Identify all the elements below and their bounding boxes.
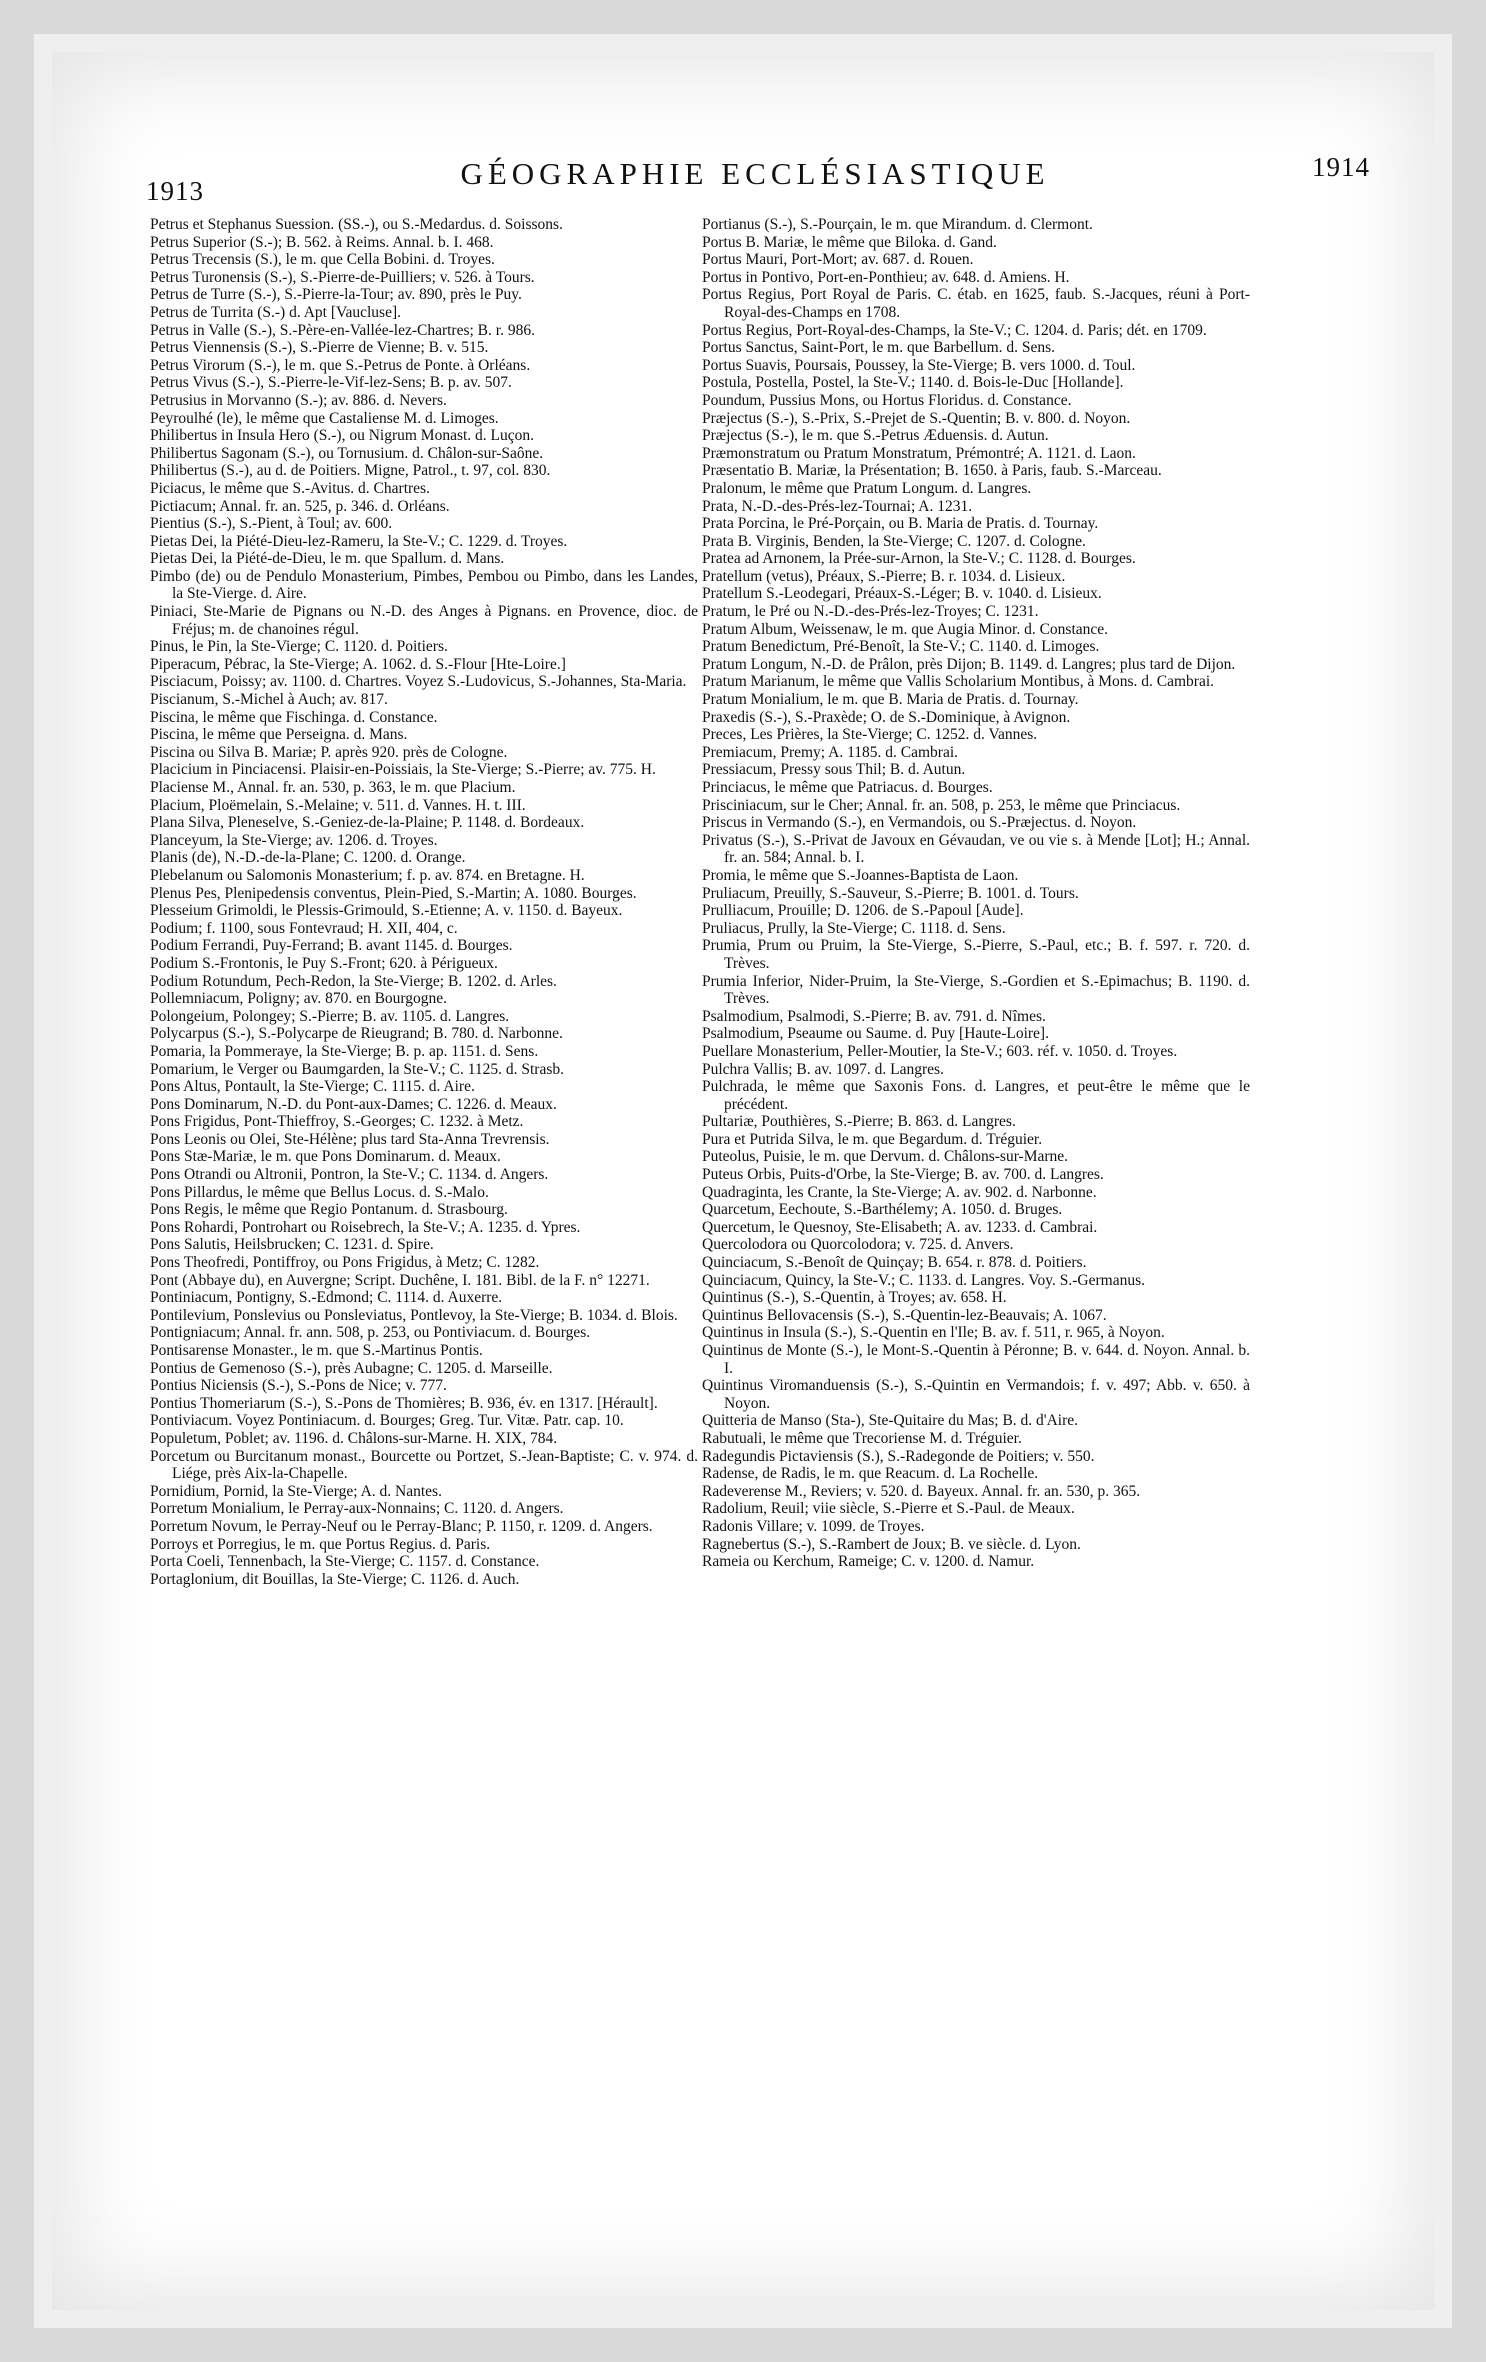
gazetteer-entry: Pratum Benedictum, Pré-Benoît, la Ste-V.; C. 1140. d. Limoges. — [702, 638, 1100, 656]
gazetteer-entry: Plana Silva, Pleneselve, S.-Geniez-de-la-Plaine; P. 1148. d. Bordeaux. — [150, 814, 585, 832]
running-title: GÉOGRAPHIE ECCLÉSIASTIQUE — [460, 156, 1050, 191]
gazetteer-entry: Petrus et Stephanus Suession. (SS.-), ou S.-Medardus. d. Soissons. — [150, 216, 563, 233]
gazetteer-entry: Pinus, le Pin, la Ste-Vierge; C. 1120. d. Poitiers. — [150, 638, 448, 656]
gazetteer-entry: Quintinus Bellovacensis (S.-), S.-Quentin-lez-Beauvais; A. 1067. — [702, 1306, 1107, 1324]
gazetteer-entry: Prata Porcina, le Pré-Porçain, ou B. Maria de Pratis. d. Tournay. — [702, 515, 1099, 533]
gazetteer-entry: Quintinus Viromanduensis (S.-), S.-Quintin en Vermandois; f. v. 497; Abb. v. 650. à Noyon. — [702, 1377, 1250, 1412]
gazetteer-entry: Philibertus Sagonam (S.-), ou Tornusium. d. Châlon-sur-Saône. — [150, 444, 544, 462]
gazetteer-entry: Prulliacum, Prouille; D. 1206. de S.-Papoul [Aude]. — [702, 902, 1024, 920]
gazetteer-entry: Postula, Postella, Postel, la Ste-V.; 1140. d. Bois-le-Duc [Hollande]. — [702, 374, 1124, 392]
gazetteer-entry: Pruliacus, Prully, la Ste-Vierge; C. 1118. d. Sens. — [702, 919, 1006, 937]
gazetteer-entry: Portus Regius, Port Royal de Paris. C. étab. en 1625, faub. S.-Jacques, réuni à Port-Royal-des-Champs en 1708. — [702, 286, 1250, 321]
gazetteer-entry: Portus in Pontivo, Port-en-Ponthieu; av. 648. d. Amiens. H. — [702, 268, 1070, 286]
gazetteer-entry: Puteolus, Puisie, le m. que Dervum. d. Châlons-sur-Marne. — [702, 1148, 1069, 1166]
gazetteer-entry: Rabutuali, le même que Trecoriense M. d. Tréguier. — [702, 1429, 1022, 1447]
gazetteer-entry: Pons Stæ-Mariæ, le m. que Pons Dominarum. d. Meaux. — [150, 1148, 501, 1166]
gazetteer-entry: Princiacus, le même que Patriacus. d. Bourges. — [702, 779, 993, 796]
gazetteer-entry: Pultariæ, Pouthières, S.-Pierre; B. 863. d. Langres. — [702, 1113, 1016, 1131]
gazetteer-entry: Pons Dominarum, N.-D. du Pont-aux-Dames; C. 1226. d. Meaux. — [150, 1095, 557, 1113]
gazetteer-entry: Portus Mauri, Port-Mort; av. 687. d. Rouen. — [702, 251, 974, 269]
gazetteer-entry: Porretum Novum, le Perray-Neuf ou le Perray-Blanc; P. 1150, r. 1209. d. Angers. — [150, 1517, 653, 1535]
gazetteer-entry: Planis (de), N.-D.-de-la-Plane; C. 1200. d. Orange. — [150, 849, 466, 867]
gazetteer-entry: Planceyum, la Ste-Vierge; av. 1206. d. Troyes. — [150, 831, 438, 849]
gazetteer-entry: Petrus Virorum (S.-), le m. que S.-Petrus de Ponte. à Orléans. — [150, 356, 531, 374]
gazetteer-entry: Pont (Abbaye du), en Auvergne; Script. Duchêne, I. 181. Bibl. de la F. n° 12271. — [150, 1271, 650, 1289]
gazetteer-entry: Pura et Putrida Silva, le m. que Begardum. d. Tréguier. — [702, 1130, 1043, 1148]
gazetteer-entry: Radense, de Radis, le m. que Reacum. d. La Rochelle. — [702, 1465, 1039, 1483]
gazetteer-entry: Piniaci, Ste-Marie de Pignans ou N.-D. des Anges à Pignans. en Provence, dioc. de Fréjus; m. de chanoines régul. — [150, 603, 698, 638]
gazetteer-entry: Portianus (S.-), S.-Pourçain, le m. que Mirandum. d. Clermont. — [702, 216, 1093, 233]
gazetteer-entry: Preces, Les Prières, la Ste-Vierge; C. 1252. d. Vannes. — [702, 726, 1038, 744]
gazetteer-entry: Petrus Trecensis (S.), le m. que Cella Bobini. d. Troyes. — [150, 251, 495, 269]
page-number-left: 1913 — [146, 176, 204, 206]
gazetteer-entry: Petrus in Valle (S.-), S.-Père-en-Vallée-lez-Chartres; B. r. 986. — [150, 321, 535, 339]
gazetteer-entry: Petrus Viennensis (S.-), S.-Pierre de Vienne; B. v. 515. — [150, 339, 489, 357]
left-column — [150, 216, 698, 1588]
gazetteer-entry: Quintinus (S.-), S.-Quentin, à Troyes; av. 658. H. — [702, 1289, 1007, 1307]
page-number-right: 1914 — [1312, 152, 1370, 182]
running-header — [140, 148, 1370, 208]
gazetteer-entry: Puteus Orbis, Puits-d'Orbe, la Ste-Vierge; B. av. 700. d. Langres. — [702, 1166, 1104, 1184]
gazetteer-entry: Præjectus (S.-), S.-Prix, S.-Prejet de S.-Quentin; B. v. 800. d. Noyon. — [702, 409, 1131, 427]
gazetteer-entry: Radolium, Reuil; viie siècle, S.-Pierre et S.-Paul. de Meaux. — [702, 1500, 1075, 1518]
gazetteer-entry: Pontiviacum. Voyez Pontiniacum. d. Bourges; Greg. Tur. Vitæ. Patr. cap. 10. — [150, 1412, 624, 1430]
gazetteer-entry: Pontilevium, Ponslevius ou Ponsleviatus, Pontlevoy, la Ste-Vierge; B. 1034. d. Blois. — [150, 1306, 678, 1324]
gazetteer-entry: Rameia ou Kerchum, Rameige; C. v. 1200. d. Namur. — [702, 1553, 1035, 1571]
gazetteer-entry: Quarcetum, Eechoute, S.-Barthélemy; A. 1050. d. Bruges. — [702, 1201, 1063, 1219]
gazetteer-entry: Petrus Turonensis (S.-), S.-Pierre-de-Puilliers; v. 526. à Tours. — [150, 268, 535, 286]
gazetteer-entry: Podium Ferrandi, Puy-Ferrand; B. avant 1145. d. Bourges. — [150, 937, 513, 955]
gazetteer-entry: Psalmodium, Pseaume ou Saume. d. Puy [Haute-Loire]. — [702, 1025, 1049, 1043]
gazetteer-entry: Quintinus in Insula (S.-), S.-Quentin en l'Ile; B. av. f. 511, r. 965, à Noyon. — [702, 1324, 1165, 1342]
gazetteer-entry: Piciacus, le même que S.-Avitus. d. Chartres. — [150, 479, 430, 497]
gazetteer-entry: Priscus in Vermando (S.-), en Vermandois, ou S.-Præjectus. d. Noyon. — [702, 814, 1137, 832]
gazetteer-entry: Petrus de Turre (S.-), S.-Pierre-la-Tour; av. 890, près le Puy. — [150, 286, 522, 304]
gazetteer-entry: Pratum Marianum, le même que Vallis Scholarium Montibus, à Mons. d. Cambrai. — [702, 673, 1215, 691]
gazetteer-entry: Piscina, le même que Fischinga. d. Constance. — [150, 708, 438, 726]
gazetteer-entry: Pimbo (de) ou de Pendulo Monasterium, Pimbes, Pembou ou Pimbo, dans les Landes, la Ste-Vierge. d. Aire. — [150, 567, 698, 603]
gazetteer-entry: Pontius Niciensis (S.-), S.-Pons de Nice; v. 777. — [150, 1377, 447, 1395]
gazetteer-entry: Privatus (S.-), S.-Privat de Javoux en Gévaudan, ve ou vie s. à Mende [Lot]; H.; Annal. fr. an. 584; Annal. b. I. — [702, 831, 1250, 867]
gazetteer-entry: Pornidium, Pornid, la Ste-Vierge; A. d. Nantes. — [150, 1482, 442, 1500]
gazetteer-entry: Quadraginta, les Crante, la Ste-Vierge; A. av. 902. d. Narbonne. — [702, 1183, 1097, 1201]
gazetteer-entry: Peyroulhé (le), le même que Castaliense M. d. Limoges. — [150, 409, 499, 427]
gazetteer-entry: Polycarpus (S.-), S.-Polycarpe de Rieugrand; B. 780. d. Narbonne. — [150, 1025, 563, 1043]
gazetteer-entry: Podium; f. 1100, sous Fontevraud; H. XII, 404, c. — [150, 919, 458, 937]
gazetteer-entry: Porta Coeli, Tennenbach, la Ste-Vierge; C. 1157. d. Constance. — [150, 1553, 540, 1571]
gazetteer-entry: Pons Regis, le même que Regio Pontanum. d. Strasbourg. — [150, 1201, 508, 1219]
gazetteer-entry: Prumia, Prum ou Pruim, la Ste-Vierge, S.-Pierre, S.-Paul, etc.; B. f. 597. r. 720. d. Trèves. — [702, 937, 1250, 972]
gazetteer-entry: Pontius Thomeriarum (S.-), S.-Pons de Thomières; B. 936, év. en 1317. [Hérault]. — [150, 1394, 658, 1412]
gazetteer-entry: Polongeium, Polongey; S.-Pierre; B. av. 1105. d. Langres. — [150, 1007, 510, 1025]
gazetteer-entry: Piscina, le même que Perseigna. d. Mans. — [150, 726, 408, 744]
gazetteer-entry: Quintinus de Monte (S.-), le Mont-S.-Quentin à Péronne; B. v. 644. d. Noyon. Annal. b. I. — [702, 1342, 1250, 1377]
gazetteer-entry: Pomaria, la Pommeraye, la Ste-Vierge; B. p. ap. 1151. d. Sens. — [150, 1042, 539, 1060]
gazetteer-entry: Pontisarense Monaster., le m. que S.-Martinus Pontis. — [150, 1342, 483, 1359]
gazetteer-entry: Plesseium Grimoldi, le Plessis-Grimould, S.-Etienne; A. v. 1150. d. Bayeux. — [150, 902, 623, 920]
gazetteer-entry: Petrus de Turrita (S.-) d. Apt [Vaucluse]. — [150, 303, 401, 321]
gazetteer-entry: Porcetum ou Burcitanum monast., Bourcette ou Portzet, S.-Jean-Baptiste; C. v. 974. d. Liége, près Aix-la-Chapelle. — [150, 1447, 698, 1483]
gazetteer-entry: Placium, Ploëmelain, S.-Melaine; v. 511. d. Vannes. H. t. III. — [150, 796, 526, 814]
gazetteer-entry: Plebelanum ou Salomonis Monasterium; f. p. av. 874. en Bretagne. H. — [150, 866, 585, 884]
gazetteer-entry: Pratellum S.-Leodegari, Préaux-S.-Léger; B. v. 1040. d. Lisieux. — [702, 585, 1102, 603]
gazetteer-entry: Podium Rotundum, Pech-Redon, la Ste-Vierge; B. 1202. d. Arles. — [150, 972, 557, 990]
gazetteer-entry: Pratellum (vetus), Préaux, S.-Pierre; B. r. 1034. d. Lisieux. — [702, 567, 1066, 585]
gazetteer-entry: Pontigniacum; Annal. fr. ann. 508, p. 253, ou Pontiviacum. d. Bourges. — [150, 1324, 591, 1342]
gazetteer-entry: Pons Frigidus, Pont-Thieffroy, S.-Georges; C. 1232. à Metz. — [150, 1113, 524, 1131]
gazetteer-entry: Promia, le même que S.-Joannes-Baptista de Laon. — [702, 866, 1019, 884]
gazetteer-entry: Quitteria de Manso (Sta-), Ste-Quitaire du Mas; B. d. d'Aire. — [702, 1412, 1079, 1430]
gazetteer-entry: Podium S.-Frontonis, le Puy S.-Front; 620. à Périgueux. — [150, 954, 498, 972]
gazetteer-entry: Quercolodora ou Quorcolodora; v. 725. d. Anvers. — [702, 1236, 1014, 1254]
right-column — [702, 216, 1250, 1571]
gazetteer-entry: Pons Otrandi ou Altronii, Pontron, la Ste-V.; C. 1134. d. Angers. — [150, 1166, 549, 1184]
gazetteer-entry: Pulchrada, le même que Saxonis Fons. d. Langres, et peut-être le même que le précédent. — [702, 1078, 1250, 1113]
gazetteer-entry: Pietas Dei, la Piété-de-Dieu, le m. que Spallum. d. Mans. — [150, 550, 505, 568]
gazetteer-entry: Placiense M., Annal. fr. an. 530, p. 363, le m. que Placium. — [150, 779, 516, 796]
gazetteer-entry: Pontius de Gemenoso (S.-), près Aubagne; C. 1205. d. Marseille. — [150, 1359, 553, 1377]
gazetteer-entry: Petrus Superior (S.-); B. 562. à Reims. Annal. b. I. 468. — [150, 233, 494, 251]
gazetteer-entry: Radegundis Pictaviensis (S.), S.-Radegonde de Poitiers; v. 550. — [702, 1447, 1095, 1465]
gazetteer-entry: Pomarium, le Verger ou Baumgarden, la Ste-V.; C. 1125. d. Strasb. — [150, 1060, 565, 1078]
gazetteer-entry: Præjectus (S.-), le m. que S.-Petrus Æduensis. d. Autun. — [702, 427, 1049, 445]
gazetteer-entry: Radeverense M., Reviers; v. 520. d. Bayeux. Annal. fr. an. 530, p. 365. — [702, 1482, 1141, 1500]
gazetteer-entry: Pons Pillardus, le même que Bellus Locus. d. S.-Malo. — [150, 1183, 489, 1201]
gazetteer-entry: Philibertus in Insula Hero (S.-), ou Nigrum Monast. d. Luçon. — [150, 427, 535, 445]
gazetteer-entry: Quinciacum, S.-Benoît de Quinçay; B. 654. r. 878. d. Poitiers. — [702, 1254, 1087, 1272]
gazetteer-entry: Pratum Album, Weissenaw, le m. que Augia Minor. d. Constance. — [702, 620, 1109, 638]
gazetteer-entry: Piscianum, S.-Michel à Auch; av. 817. — [150, 691, 388, 709]
gazetteer-entry: Pons Altus, Pontault, la Ste-Vierge; C. 1115. d. Aire. — [150, 1078, 475, 1096]
gazetteer-entry: Pratum Longum, N.-D. de Prâlon, près Dijon; B. 1149. d. Langres; plus tard de Dijon. — [702, 655, 1236, 673]
gazetteer-entry: Pons Rohardi, Pontrohart ou Roisebrech, la Ste-V.; A. 1235. d. Ypres. — [150, 1218, 581, 1236]
gazetteer-entry: Præmonstratum ou Pratum Monstratum, Prémontré; A. 1121. d. Laon. — [702, 444, 1136, 462]
gazetteer-entry: Porroys et Porregius, le m. que Portus Regius. d. Paris. — [150, 1535, 491, 1553]
gazetteer-entry: Piperacum, Pébrac, la Ste-Vierge; A. 1062. d. S.-Flour [Hte-Loire.] — [150, 655, 566, 673]
gazetteer-entry: Pollemniacum, Poligny; av. 870. en Bourgogne. — [150, 990, 448, 1008]
gazetteer-entry: Portus B. Mariæ, le même que Biloka. d. Gand. — [702, 233, 997, 251]
gazetteer-entry: Porretum Monialium, le Perray-aux-Nonnains; C. 1120. d. Angers. — [150, 1500, 564, 1518]
gazetteer-entry: Poundum, Pussius Mons, ou Hortus Floridus. d. Constance. — [702, 391, 1072, 409]
gazetteer-entry: Pictiacum; Annal. fr. an. 525, p. 346. d. Orléans. — [150, 497, 450, 515]
gazetteer-entry: Puellare Monasterium, Peller-Moutier, la Ste-V.; 603. réf. v. 1050. d. Troyes. — [702, 1042, 1178, 1060]
gazetteer-entry: Pontiniacum, Pontigny, S.-Edmond; C. 1114. d. Auxerre. — [150, 1289, 503, 1307]
gazetteer-entry: Pons Theofredi, Pontiffroy, ou Pons Frigidus, à Metz; C. 1282. — [150, 1254, 540, 1272]
gazetteer-entry: Plenus Pes, Plenipedensis conventus, Plein-Pied, S.-Martin; A. 1080. Bourges. — [150, 884, 637, 902]
gazetteer-entry: Portus Sanctus, Saint-Port, le m. que Barbellum. d. Sens. — [702, 339, 1056, 357]
gazetteer-entry: Pruliacum, Preuilly, S.-Sauveur, S.-Pierre; B. 1001. d. Tours. — [702, 884, 1079, 902]
gazetteer-entry: Præsentatio B. Mariæ, la Présentation; B. 1650. à Paris, faub. S.-Marceau. — [702, 462, 1162, 480]
gazetteer-entry: Petrusius in Morvanno (S.-); av. 886. d. Nevers. — [150, 391, 447, 409]
gazetteer-entry: Philibertus (S.-), au d. de Poitiers. Migne, Patrol., t. 97, col. 830. — [150, 462, 551, 480]
gazetteer-entry: Pratum, le Pré ou N.-D.-des-Prés-lez-Troyes; C. 1231. — [702, 603, 1039, 621]
gazetteer-entry: Populetum, Poblet; av. 1196. d. Châlons-sur-Marne. H. XIX, 784. — [150, 1429, 558, 1447]
gazetteer-entry: Portus Regius, Port-Royal-des-Champs, la Ste-V.; C. 1204. d. Paris; dét. en 1709. — [702, 321, 1207, 339]
gazetteer-entry: Ragnebertus (S.-), S.-Rambert de Joux; B. ve siècle. d. Lyon. — [702, 1535, 1081, 1553]
gazetteer-entry: Pietas Dei, la Piété-Dieu-lez-Rameru, la Ste-V.; C. 1229. d. Troyes. — [150, 532, 568, 550]
gazetteer-entry: Piscina ou Silva B. Mariæ; P. après 920. près de Cologne. — [150, 743, 508, 761]
gazetteer-entry: Pressiacum, Pressy sous Thil; B. d. Autun. — [702, 761, 966, 779]
gazetteer-entry: Prisciniacum, sur le Cher; Annal. fr. an. 508, p. 253, le même que Princiacus. — [702, 796, 1181, 814]
gazetteer-entry: Premiacum, Premy; A. 1185. d. Cambrai. — [702, 743, 958, 761]
gazetteer-entry: Portaglonium, dit Bouillas, la Ste-Vierge; C. 1126. d. Auch. — [150, 1570, 520, 1588]
gazetteer-entry: Pientius (S.-), S.-Pient, à Toul; av. 600. — [150, 515, 393, 533]
gazetteer-entry: Pralonum, le même que Pratum Longum. d. Langres. — [702, 479, 1032, 497]
gazetteer-entry: Psalmodium, Psalmodi, S.-Pierre; B. av. 791. d. Nîmes. — [702, 1007, 1046, 1025]
gazetteer-entry: Quinciacum, Quincy, la Ste-V.; C. 1133. d. Langres. Voy. S.-Germanus. — [702, 1271, 1145, 1289]
gazetteer-entry: Petrus Vivus (S.-), S.-Pierre-le-Vif-lez-Sens; B. p. av. 507. — [150, 374, 512, 392]
gazetteer-entry: Placicium in Pinciacensi. Plaisir-en-Poissiais, la Ste-Vierge; S.-Pierre; av. 775. H. — [150, 761, 656, 779]
gazetteer-entry: Praxedis (S.-), S.-Praxède; O. de S.-Dominique, à Avignon. — [702, 708, 1071, 726]
gazetteer-entry: Pratea ad Arnonem, la Prée-sur-Arnon, la Ste-V.; C. 1128. d. Bourges. — [702, 550, 1136, 568]
gazetteer-entry: Quercetum, le Quesnoy, Ste-Elisabeth; A. av. 1233. d. Cambrai. — [702, 1218, 1098, 1236]
gazetteer-entry: Prata B. Virginis, Benden, la Ste-Vierge; C. 1207. d. Cologne. — [702, 532, 1086, 550]
gazetteer-entry: Pisciacum, Poissy; av. 1100. d. Chartres. Voyez S.-Ludovicus, S.-Johannes, Sta-Maria. — [150, 673, 687, 691]
gazetteer-entry: Pratum Monialium, le m. que B. Maria de Pratis. d. Tournay. — [702, 691, 1079, 709]
gazetteer-entry: Pulchra Vallis; B. av. 1097. d. Langres. — [702, 1060, 944, 1078]
gazetteer-entry: Pons Leonis ou Olei, Ste-Hélène; plus tard Sta-Anna Trevrensis. — [150, 1130, 550, 1148]
gazetteer-entry: Radonis Villare; v. 1099. de Troyes. — [702, 1517, 925, 1535]
gazetteer-entry: Prumia Inferior, Nider-Pruim, la Ste-Vierge, S.-Gordien et S.-Epimachus; B. 1190. d. Trèves. — [702, 972, 1250, 1008]
gazetteer-entry: Portus Suavis, Poursais, Poussey, la Ste-Vierge; B. vers 1000. d. Toul. — [702, 356, 1136, 374]
gazetteer-entry: Prata, N.-D.-des-Prés-lez-Tournai; A. 1231. — [702, 497, 973, 515]
gazetteer-entry: Pons Salutis, Heilsbrucken; C. 1231. d. Spire. — [150, 1236, 434, 1254]
